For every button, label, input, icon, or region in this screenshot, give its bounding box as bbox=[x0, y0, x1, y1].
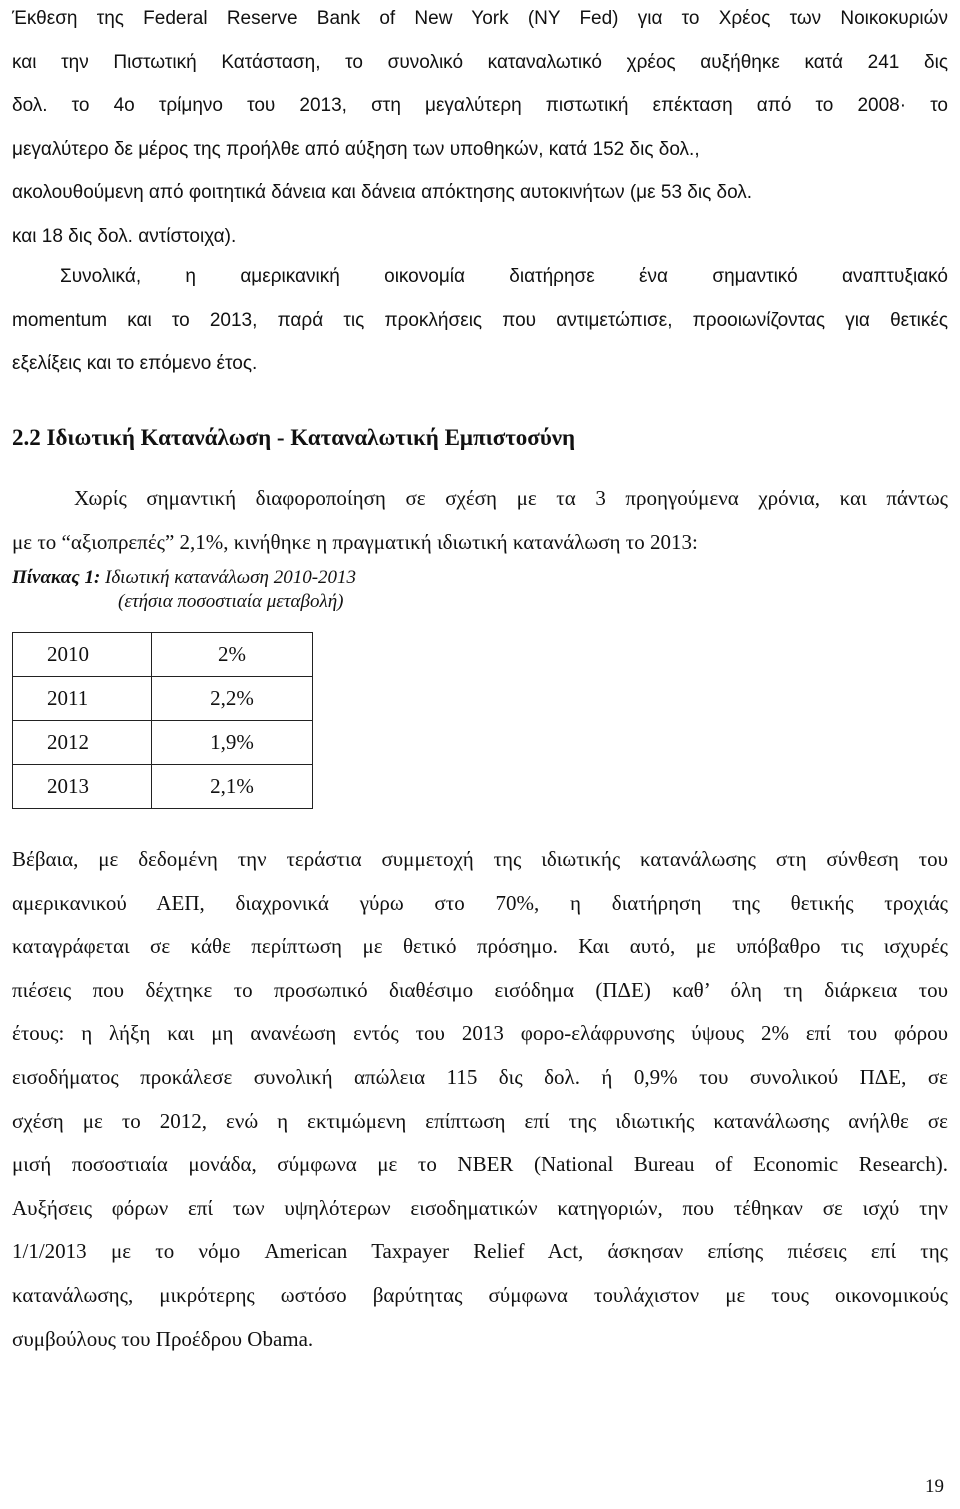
table-cell-value: 2,1% bbox=[152, 765, 313, 809]
table-cell-year: 2013 bbox=[13, 765, 152, 809]
closing-paragraph bbox=[12, 838, 948, 1361]
closing-line: καταγράφεται σε κάθε περίπτωση με θετικό πρόσημο. Και αυτό, με υπόβαθρο τις ισχυρές bbox=[12, 934, 948, 959]
table-row bbox=[13, 633, 313, 677]
intro-line: Έκθεση της Federal Reserve Bank of New York (NY Fed) για το Χρέος των Νοικοκυριών bbox=[12, 8, 948, 29]
summary-line: εξελίξεις και το επόμενο έτος. bbox=[12, 353, 258, 375]
closing-line: 1/1/2013 με το νόμο American Taxpayer Relief Act, άσκησαν επίσης πιέσεις επί της bbox=[12, 1239, 948, 1264]
table-caption-label: Πίνακας 1: bbox=[12, 567, 101, 588]
table-caption-subtitle: (ετήσια ποσοστιαία μεταβολή) bbox=[118, 591, 344, 612]
consumption-table bbox=[12, 632, 313, 809]
table-row bbox=[13, 721, 313, 765]
closing-line: Αυξήσεις φόρων επί των υψηλότερων εισοδηματικών κατηγοριών, που τέθηκαν σε ισχύ την bbox=[12, 1195, 948, 1220]
closing-line: κατανάλωσης, μικρότερης ωστόσο βαρύτητας σύμφωνα τουλάχιστον με τους οικονομικούς bbox=[12, 1282, 948, 1307]
table-row bbox=[13, 677, 313, 721]
closing-line: σχέση με το 2012, ενώ η εκτιμώμενη επίπτωση επί της ιδιωτικής κατανάλωσης ανήλθε σε bbox=[12, 1108, 948, 1133]
intro-line: και την Πιστωτική Κατάσταση, το συνολικό καταναλωτικό χρέος αυξήθηκε κατά 241 δις bbox=[12, 51, 948, 73]
table-row bbox=[13, 765, 313, 809]
section-intro-paragraph bbox=[12, 477, 948, 564]
intro-line: δολ. το 4ο τρίμηνο του 2013, στη μεγαλύτερη πιστωτική επέκταση από το 2008· το bbox=[12, 95, 948, 117]
closing-line: πιέσεις που δέχτηκε το προσωπικό διαθέσιμο εισόδημα (ΠΔΕ) καθ’ όλη τη διάρκεια του bbox=[12, 977, 948, 1002]
section-heading: 2.2 Ιδιωτική Κατανάλωση - Καταναλωτική Εμπιστοσύνη bbox=[12, 425, 576, 450]
closing-line: συμβούλους του Προέδρου Obama. bbox=[12, 1326, 314, 1351]
table-cell-year: 2011 bbox=[13, 677, 152, 721]
closing-line: αμερικανικού ΑΕΠ, διαχρονικά γύρω στο 70%, η διατήρηση της θετικής τροχιάς bbox=[12, 890, 948, 915]
table-caption bbox=[12, 566, 356, 614]
intro-paragraph bbox=[12, 0, 948, 259]
summary-line: momentum και το 2013, παρά τις προκλήσεις που αντιμετώπισε, προοιωνίζοντας για θετικές bbox=[12, 309, 948, 331]
intro-line: μεγαλύτερο δε μέρος της προήλθε από αύξηση των υποθηκών, κατά 152 δις δολ., bbox=[12, 138, 700, 160]
table-cell-year: 2010 bbox=[13, 633, 152, 677]
closing-line: Βέβαια, με δεδομένη την τεράστια συμμετοχή της ιδιωτικής κατανάλωσης στη σύνθεση του bbox=[12, 847, 948, 871]
closing-line: μισή ποσοστιαία μονάδα, σύμφωνα με το NBER (National Bureau of Economic Research). bbox=[12, 1152, 948, 1177]
summary-paragraph bbox=[12, 255, 948, 386]
closing-line: εισοδήματος προκάλεσε συνολική απώλεια 115 δις δολ. ή 0,9% του συνολικού ΠΔΕ, σε bbox=[12, 1064, 948, 1089]
summary-line: Συνολικά, η αμερικανική οικονομία διατήρησε ένα σημαντικό αναπτυξιακό bbox=[60, 266, 948, 287]
intro-line: και 18 δις δολ. αντίστοιχα). bbox=[12, 225, 237, 247]
table-cell-year: 2012 bbox=[13, 721, 152, 765]
closing-line: έτους: η λήξη και μη ανανέωση εντός του 2013 φορο-ελάφρυνσης ύψους 2% επί του φόρου bbox=[12, 1021, 948, 1046]
section-intro-line: με το “αξιοπρεπές” 2,1%, κινήθηκε η πραγματική ιδιωτική κατανάλωση το 2013: bbox=[12, 529, 698, 554]
table-cell-value: 2% bbox=[152, 633, 313, 677]
section-intro-line: Χωρίς σημαντική διαφοροποίηση σε σχέση με τα 3 προηγούμενα χρόνια, και πάντως bbox=[74, 486, 948, 510]
intro-line: ακολουθούμενη από φοιτητικά δάνεια και δάνεια απόκτησης αυτοκινήτων (με 53 δις δολ. bbox=[12, 182, 753, 204]
page-number: 19 bbox=[925, 1476, 944, 1497]
table-cell-value: 1,9% bbox=[152, 721, 313, 765]
table-caption-title: Ιδιωτική κατανάλωση 2010-2013 bbox=[105, 567, 357, 588]
table-cell-value: 2,2% bbox=[152, 677, 313, 721]
